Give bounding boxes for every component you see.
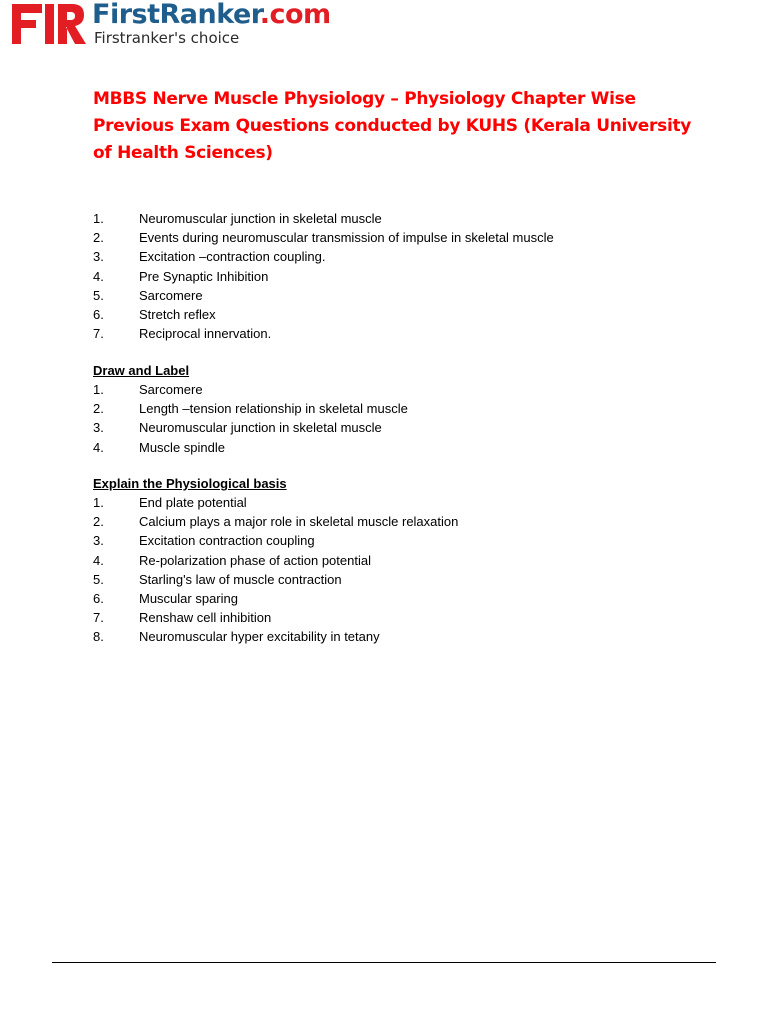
list-item-number: 1. xyxy=(93,382,104,397)
list-item-text: Stretch reflex xyxy=(139,306,216,322)
list-item-text: Reciprocal innervation. xyxy=(139,326,272,342)
firstranker-logo-icon xyxy=(12,2,86,44)
section-physiological-basis xyxy=(93,474,713,647)
footer-divider xyxy=(52,962,716,963)
list-item xyxy=(93,228,713,247)
question-list xyxy=(93,380,713,457)
list-item xyxy=(93,209,713,228)
list-item-text: Excitation –contraction coupling. xyxy=(139,249,326,265)
list-item-number: 7. xyxy=(93,610,104,626)
list-item xyxy=(93,267,713,286)
list-item-number: 1. xyxy=(93,495,104,510)
list-item-text: Calcium plays a major role in skeletal muscle relaxation xyxy=(139,514,459,530)
list-item-text: End plate potential xyxy=(139,495,247,510)
list-item xyxy=(93,608,713,627)
list-item-text: Neuromuscular junction in skeletal muscle xyxy=(139,211,382,226)
list-item-text: Muscle spindle xyxy=(139,439,225,455)
list-item-text: Excitation contraction coupling xyxy=(139,533,315,549)
list-item-number: 7. xyxy=(93,326,104,342)
section-general-questions xyxy=(93,209,713,343)
list-item-text: Sarcomere xyxy=(139,287,203,303)
list-item-text: Sarcomere xyxy=(139,382,203,397)
list-item-text: Pre Synaptic Inhibition xyxy=(139,268,269,284)
list-item xyxy=(93,551,713,570)
list-item-number: 5. xyxy=(93,287,104,303)
list-item xyxy=(93,286,713,305)
list-item xyxy=(93,531,713,550)
list-item-text: Events during neuromuscular transmission of impulse in skeletal muscle xyxy=(139,230,554,246)
list-item-number: 4. xyxy=(93,268,104,284)
list-item xyxy=(93,418,713,437)
list-item xyxy=(93,305,713,324)
section-heading: Explain the Physiological basis xyxy=(93,476,287,491)
list-item-number: 6. xyxy=(93,306,104,322)
list-item-number: 8. xyxy=(93,629,104,645)
list-item xyxy=(93,399,713,418)
list-item xyxy=(93,570,713,589)
list-item-text: Re-polarization phase of action potential xyxy=(139,552,371,568)
list-item xyxy=(93,493,713,512)
brand-tagline: Firstranker's choice xyxy=(94,29,240,47)
question-list xyxy=(93,209,713,343)
list-item-number: 2. xyxy=(93,514,104,530)
brand-name-part1: FirstRanker xyxy=(92,0,260,30)
list-item-text: Neuromuscular junction in skeletal muscle xyxy=(139,420,382,436)
document-title: MBBS Nerve Muscle Physiology – Physiology Chapter Wise Previous Exam Questions conducted by KUHS (Kerala University of Health Sciences) xyxy=(93,89,692,163)
list-item-text: Length –tension relationship in skeletal muscle xyxy=(139,401,408,417)
list-item-text: Muscular sparing xyxy=(139,590,238,606)
list-item-number: 6. xyxy=(93,590,104,606)
list-item xyxy=(93,380,713,399)
list-item-number: 2. xyxy=(93,401,104,417)
list-item xyxy=(93,438,713,457)
question-list xyxy=(93,493,713,647)
list-item xyxy=(93,512,713,531)
header-logo[interactable] xyxy=(12,0,342,48)
list-item-number: 4. xyxy=(93,552,104,568)
list-item-number: 1. xyxy=(93,211,104,226)
list-item-number: 4. xyxy=(93,439,104,455)
list-item xyxy=(93,324,713,343)
brand-name xyxy=(92,0,331,31)
list-item xyxy=(93,627,713,646)
list-item-number: 3. xyxy=(93,420,104,436)
list-item-number: 2. xyxy=(93,230,104,246)
list-item-number: 5. xyxy=(93,571,104,587)
list-item-text: Neuromuscular hyper excitability in tetany xyxy=(139,629,380,645)
list-item-text: Starling's law of muscle contraction xyxy=(139,571,342,587)
list-item-number: 3. xyxy=(93,533,104,549)
list-item xyxy=(93,247,713,266)
section-draw-and-label xyxy=(93,361,713,457)
list-item xyxy=(93,589,713,608)
list-item-text: Renshaw cell inhibition xyxy=(139,610,272,626)
list-item-number: 3. xyxy=(93,249,104,265)
section-heading: Draw and Label xyxy=(93,363,190,378)
brand-name-part2: .com xyxy=(259,0,331,30)
